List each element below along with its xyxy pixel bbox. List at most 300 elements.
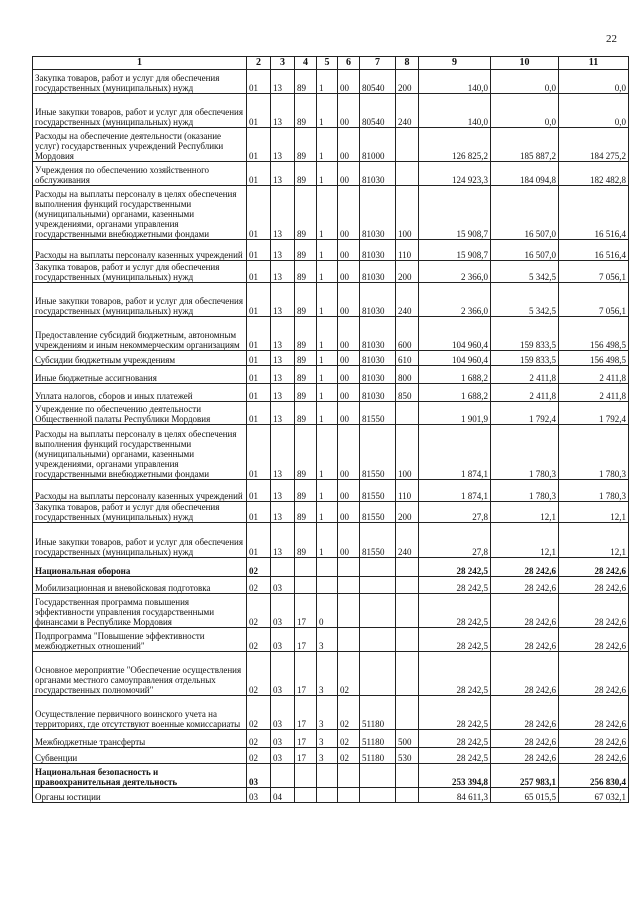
code-cell: 00	[338, 523, 360, 558]
code-cell: 81000	[360, 128, 396, 162]
header-cell: 8	[396, 57, 419, 70]
amount-cell: 28 242,6	[491, 748, 559, 764]
amount-cell: 159 833,5	[491, 317, 559, 351]
amount-cell: 0,0	[559, 94, 629, 128]
code-cell: 03	[271, 577, 295, 594]
code-cell: 1	[317, 283, 338, 317]
code-cell: 13	[271, 317, 295, 351]
amount-cell: 28 242,6	[491, 628, 559, 652]
table-row	[33, 94, 629, 128]
code-cell: 81550	[360, 523, 396, 558]
row-name-cell: Иные закупки товаров, работ и услуг для обеспечения государственных (муниципальных) нужд	[33, 283, 247, 317]
code-cell: 02	[338, 652, 360, 696]
table-row	[33, 261, 629, 283]
row-name-cell: Иные закупки товаров, работ и услуг для обеспечения государственных (муниципальных) нужд	[33, 523, 247, 558]
code-cell: 00	[338, 480, 360, 502]
code-cell: 81550	[360, 402, 396, 425]
code-cell: 1	[317, 128, 338, 162]
row-name-cell: Государственная программа повышения эффективности управления государственными финансами в Республике Мордовия	[33, 594, 247, 628]
code-cell: 81550	[360, 502, 396, 523]
table-row	[33, 402, 629, 425]
amount-cell: 15 908,7	[419, 186, 491, 240]
code-cell	[317, 764, 338, 788]
row-name-cell: Иные закупки товаров, работ и услуг для обеспечения государственных (муниципальных) нужд	[33, 94, 247, 128]
amount-cell: 28 242,5	[419, 730, 491, 748]
code-cell: 89	[295, 502, 317, 523]
code-cell: 01	[247, 384, 271, 402]
amount-cell: 65 015,5	[491, 788, 559, 803]
amount-cell: 16 507,0	[491, 186, 559, 240]
code-cell: 530	[396, 748, 419, 764]
code-cell: 610	[396, 351, 419, 366]
row-name-cell: Органы юстиции	[33, 788, 247, 803]
amount-cell: 27,8	[419, 523, 491, 558]
code-cell: 03	[271, 652, 295, 696]
table-row	[33, 788, 629, 803]
table-row	[33, 186, 629, 240]
amount-cell: 28 242,5	[419, 696, 491, 730]
amount-cell: 28 242,5	[419, 577, 491, 594]
amount-cell: 1 780,3	[491, 480, 559, 502]
code-cell: 13	[271, 366, 295, 384]
amount-cell: 28 242,6	[491, 594, 559, 628]
code-cell: 1	[317, 502, 338, 523]
row-name-cell: Учреждения по обеспечению хозяйственного обслуживания	[33, 162, 247, 186]
amount-cell: 2 411,8	[559, 366, 629, 384]
code-cell: 200	[396, 261, 419, 283]
code-cell: 1	[317, 94, 338, 128]
amount-cell: 182 482,8	[559, 162, 629, 186]
code-cell: 51180	[360, 748, 396, 764]
code-cell: 03	[271, 748, 295, 764]
header-cell: 5	[317, 57, 338, 70]
code-cell: 1	[317, 261, 338, 283]
amount-cell: 156 498,5	[559, 317, 629, 351]
amount-cell: 28 242,6	[491, 696, 559, 730]
code-cell	[317, 577, 338, 594]
amount-cell: 28 242,6	[559, 577, 629, 594]
code-cell: 89	[295, 402, 317, 425]
code-cell: 01	[247, 70, 271, 94]
code-cell	[396, 162, 419, 186]
amount-cell: 257 983,1	[491, 764, 559, 788]
code-cell: 13	[271, 162, 295, 186]
amount-cell: 104 960,4	[419, 317, 491, 351]
code-cell: 600	[396, 317, 419, 351]
code-cell: 89	[295, 523, 317, 558]
code-cell	[360, 788, 396, 803]
code-cell: 89	[295, 384, 317, 402]
code-cell: 89	[295, 162, 317, 186]
amount-cell: 12,1	[559, 502, 629, 523]
code-cell: 17	[295, 730, 317, 748]
row-name-cell: Основное мероприятие "Обеспечение осуществления органами местного самоуправления отдельных государственных полномочий"	[33, 652, 247, 696]
code-cell: 89	[295, 261, 317, 283]
amount-cell: 1 780,3	[559, 480, 629, 502]
code-cell: 81030	[360, 240, 396, 261]
code-cell: 3	[317, 730, 338, 748]
code-cell: 81030	[360, 261, 396, 283]
code-cell: 01	[247, 523, 271, 558]
amount-cell: 16 507,0	[491, 240, 559, 261]
code-cell: 01	[247, 240, 271, 261]
code-cell: 1	[317, 402, 338, 425]
code-cell: 13	[271, 94, 295, 128]
code-cell: 01	[247, 186, 271, 240]
code-cell: 02	[247, 652, 271, 696]
code-cell: 3	[317, 628, 338, 652]
row-name-cell: Национальная оборона	[33, 558, 247, 577]
code-cell: 1	[317, 240, 338, 261]
amount-cell: 28 242,6	[491, 730, 559, 748]
table-row	[33, 480, 629, 502]
row-name-cell: Расходы на выплаты персоналу в целях обеспечения выполнения функций государственными (муниципальными) органами, казенными учреждениями, органами управления государственными внебюджетными фондами	[33, 186, 247, 240]
budget-table	[32, 56, 629, 803]
amount-cell: 28 242,6	[491, 558, 559, 577]
code-cell: 02	[247, 594, 271, 628]
table-row	[33, 594, 629, 628]
code-cell: 200	[396, 70, 419, 94]
row-name-cell: Закупка товаров, работ и услуг для обеспечения государственных (муниципальных) нужд	[33, 261, 247, 283]
row-name-cell: Иные бюджетные ассигнования	[33, 366, 247, 384]
amount-cell: 1 792,4	[491, 402, 559, 425]
code-cell: 03	[247, 788, 271, 803]
code-cell: 00	[338, 283, 360, 317]
amount-cell: 12,1	[559, 523, 629, 558]
code-cell: 81030	[360, 283, 396, 317]
amount-cell: 2 411,8	[491, 384, 559, 402]
code-cell	[360, 764, 396, 788]
code-cell: 1	[317, 351, 338, 366]
code-cell: 00	[338, 402, 360, 425]
table-row	[33, 628, 629, 652]
row-name-cell: Уплата налогов, сборов и иных платежей	[33, 384, 247, 402]
code-cell	[396, 788, 419, 803]
code-cell: 110	[396, 240, 419, 261]
code-cell: 01	[247, 366, 271, 384]
code-cell	[338, 577, 360, 594]
code-cell: 81030	[360, 186, 396, 240]
amount-cell: 28 242,5	[419, 652, 491, 696]
code-cell: 110	[396, 480, 419, 502]
code-cell	[338, 558, 360, 577]
code-cell: 200	[396, 502, 419, 523]
table-row	[33, 748, 629, 764]
code-cell: 00	[338, 425, 360, 480]
code-cell: 89	[295, 128, 317, 162]
code-cell: 13	[271, 70, 295, 94]
code-cell: 240	[396, 94, 419, 128]
amount-cell: 1 792,4	[559, 402, 629, 425]
amount-cell: 27,8	[419, 502, 491, 523]
amount-cell: 1 688,2	[419, 384, 491, 402]
row-name-cell: Субсидии бюджетным учреждениям	[33, 351, 247, 366]
row-name-cell: Учреждение по обеспечению деятельности Общественной палаты Республики Мордовия	[33, 402, 247, 425]
table-row	[33, 730, 629, 748]
code-cell: 13	[271, 480, 295, 502]
code-cell: 00	[338, 317, 360, 351]
code-cell	[295, 558, 317, 577]
code-cell: 13	[271, 240, 295, 261]
amount-cell: 1 874,1	[419, 425, 491, 480]
code-cell: 1	[317, 523, 338, 558]
code-cell: 17	[295, 594, 317, 628]
table-row	[33, 366, 629, 384]
code-cell	[338, 788, 360, 803]
code-cell: 1	[317, 70, 338, 94]
amount-cell: 7 056,1	[559, 261, 629, 283]
amount-cell: 104 960,4	[419, 351, 491, 366]
code-cell	[396, 696, 419, 730]
amount-cell: 0,0	[559, 70, 629, 94]
code-cell: 03	[271, 696, 295, 730]
code-cell: 02	[247, 628, 271, 652]
table-row	[33, 577, 629, 594]
code-cell: 03	[271, 594, 295, 628]
table-row	[33, 317, 629, 351]
amount-cell: 0,0	[491, 94, 559, 128]
header-cell: 3	[271, 57, 295, 70]
code-cell	[396, 558, 419, 577]
amount-cell: 16 516,4	[559, 186, 629, 240]
code-cell: 89	[295, 283, 317, 317]
code-cell: 02	[247, 696, 271, 730]
amount-cell: 28 242,5	[419, 748, 491, 764]
code-cell: 00	[338, 261, 360, 283]
code-cell	[317, 788, 338, 803]
table-row	[33, 384, 629, 402]
code-cell: 17	[295, 652, 317, 696]
code-cell: 13	[271, 186, 295, 240]
row-name-cell: Осуществление первичного воинского учета на территориях, где отсутствуют военные комиссариаты	[33, 696, 247, 730]
table-row	[33, 523, 629, 558]
table-body	[33, 70, 629, 803]
code-cell: 800	[396, 366, 419, 384]
amount-cell: 28 242,6	[559, 696, 629, 730]
table-row	[33, 240, 629, 261]
code-cell: 13	[271, 261, 295, 283]
row-name-cell: Мобилизационная и вневойсковая подготовка	[33, 577, 247, 594]
amount-cell: 0,0	[491, 70, 559, 94]
row-name-cell: Межбюджетные трансферты	[33, 730, 247, 748]
amount-cell: 7 056,1	[559, 283, 629, 317]
table-row	[33, 283, 629, 317]
amount-cell: 253 394,8	[419, 764, 491, 788]
amount-cell: 140,0	[419, 94, 491, 128]
amount-cell: 28 242,6	[559, 748, 629, 764]
code-cell: 01	[247, 480, 271, 502]
table-row	[33, 425, 629, 480]
code-cell: 3	[317, 652, 338, 696]
code-cell	[396, 764, 419, 788]
code-cell: 03	[271, 628, 295, 652]
amount-cell: 28 242,6	[559, 628, 629, 652]
code-cell	[360, 628, 396, 652]
amount-cell: 126 825,2	[419, 128, 491, 162]
row-name-cell: Субвенции	[33, 748, 247, 764]
code-cell	[396, 577, 419, 594]
amount-cell: 1 901,9	[419, 402, 491, 425]
code-cell	[338, 594, 360, 628]
code-cell: 500	[396, 730, 419, 748]
code-cell: 89	[295, 94, 317, 128]
amount-cell: 28 242,6	[559, 558, 629, 577]
code-cell: 17	[295, 748, 317, 764]
table-row	[33, 351, 629, 366]
code-cell: 04	[271, 788, 295, 803]
code-cell: 89	[295, 480, 317, 502]
amount-cell: 67 032,1	[559, 788, 629, 803]
amount-cell: 1 874,1	[419, 480, 491, 502]
code-cell: 00	[338, 384, 360, 402]
code-cell: 51180	[360, 696, 396, 730]
code-cell	[360, 652, 396, 696]
code-cell: 240	[396, 283, 419, 317]
code-cell: 01	[247, 502, 271, 523]
header-cell: 9	[419, 57, 491, 70]
code-cell: 00	[338, 94, 360, 128]
amount-cell: 12,1	[491, 523, 559, 558]
code-cell: 13	[271, 384, 295, 402]
code-cell: 01	[247, 351, 271, 366]
amount-cell: 156 498,5	[559, 351, 629, 366]
code-cell: 13	[271, 402, 295, 425]
code-cell: 01	[247, 425, 271, 480]
amount-cell: 5 342,5	[491, 283, 559, 317]
code-cell: 89	[295, 317, 317, 351]
amount-cell: 185 887,2	[491, 128, 559, 162]
code-cell: 89	[295, 425, 317, 480]
code-cell: 1	[317, 162, 338, 186]
amount-cell: 28 242,6	[559, 652, 629, 696]
code-cell: 81030	[360, 384, 396, 402]
code-cell: 00	[338, 351, 360, 366]
code-cell: 02	[338, 696, 360, 730]
code-cell: 89	[295, 186, 317, 240]
code-cell: 89	[295, 351, 317, 366]
code-cell: 03	[247, 764, 271, 788]
code-cell: 1	[317, 480, 338, 502]
row-name-cell: Расходы на выплаты персоналу казенных учреждений	[33, 240, 247, 261]
code-cell	[396, 594, 419, 628]
code-cell: 1	[317, 425, 338, 480]
code-cell	[271, 558, 295, 577]
row-name-cell: Расходы на обеспечение деятельности (оказание услуг) государственных учреждений Республики Мордовия	[33, 128, 247, 162]
header-cell: 1	[33, 57, 247, 70]
amount-cell: 28 242,6	[491, 577, 559, 594]
code-cell	[317, 558, 338, 577]
code-cell: 17	[295, 628, 317, 652]
amount-cell: 28 242,5	[419, 628, 491, 652]
row-name-cell: Национальная безопасность и правоохранительная деятельность	[33, 764, 247, 788]
code-cell	[338, 764, 360, 788]
amount-cell: 2 366,0	[419, 283, 491, 317]
code-cell: 80540	[360, 70, 396, 94]
code-cell	[338, 628, 360, 652]
header-cell: 10	[491, 57, 559, 70]
table-row	[33, 162, 629, 186]
code-cell: 01	[247, 261, 271, 283]
code-cell: 1	[317, 384, 338, 402]
amount-cell: 84 611,3	[419, 788, 491, 803]
code-cell: 3	[317, 696, 338, 730]
code-cell: 02	[247, 730, 271, 748]
amount-cell: 2 411,8	[491, 366, 559, 384]
amount-cell: 28 242,6	[559, 594, 629, 628]
header-cell: 2	[247, 57, 271, 70]
amount-cell: 12,1	[491, 502, 559, 523]
code-cell: 13	[271, 351, 295, 366]
code-cell: 02	[338, 748, 360, 764]
amount-cell: 28 242,6	[559, 730, 629, 748]
code-cell: 03	[271, 730, 295, 748]
code-cell: 0	[317, 594, 338, 628]
code-cell: 01	[247, 283, 271, 317]
code-cell: 81550	[360, 480, 396, 502]
amount-cell: 140,0	[419, 70, 491, 94]
code-cell: 02	[338, 730, 360, 748]
amount-cell: 1 780,3	[491, 425, 559, 480]
code-cell: 1	[317, 186, 338, 240]
code-cell: 1	[317, 317, 338, 351]
code-cell: 00	[338, 162, 360, 186]
amount-cell: 256 830,4	[559, 764, 629, 788]
amount-cell: 5 342,5	[491, 261, 559, 283]
code-cell	[360, 577, 396, 594]
code-cell: 00	[338, 70, 360, 94]
code-cell: 81550	[360, 425, 396, 480]
code-cell	[295, 764, 317, 788]
amount-cell: 184 275,2	[559, 128, 629, 162]
code-cell	[396, 402, 419, 425]
code-cell: 1	[317, 366, 338, 384]
header-cell: 11	[559, 57, 629, 70]
code-cell: 81030	[360, 317, 396, 351]
code-cell: 240	[396, 523, 419, 558]
code-cell: 81030	[360, 351, 396, 366]
code-cell: 81030	[360, 366, 396, 384]
code-cell: 850	[396, 384, 419, 402]
amount-cell: 159 833,5	[491, 351, 559, 366]
code-cell: 89	[295, 240, 317, 261]
code-cell: 89	[295, 366, 317, 384]
table-row	[33, 502, 629, 523]
amount-cell: 16 516,4	[559, 240, 629, 261]
table-row	[33, 70, 629, 94]
code-cell: 13	[271, 502, 295, 523]
code-cell: 100	[396, 425, 419, 480]
code-cell	[360, 594, 396, 628]
code-cell	[360, 558, 396, 577]
row-name-cell: Закупка товаров, работ и услуг для обеспечения государственных (муниципальных) нужд	[33, 70, 247, 94]
amount-cell: 28 242,5	[419, 594, 491, 628]
code-cell: 02	[247, 748, 271, 764]
amount-cell: 1 780,3	[559, 425, 629, 480]
row-name-cell: Расходы на выплаты персоналу казенных учреждений	[33, 480, 247, 502]
code-cell: 13	[271, 283, 295, 317]
code-cell: 13	[271, 523, 295, 558]
code-cell: 100	[396, 186, 419, 240]
amount-cell: 28 242,5	[419, 558, 491, 577]
code-cell: 01	[247, 162, 271, 186]
code-cell: 51180	[360, 730, 396, 748]
header-cell: 4	[295, 57, 317, 70]
amount-cell: 15 908,7	[419, 240, 491, 261]
code-cell	[396, 652, 419, 696]
code-cell: 80540	[360, 94, 396, 128]
row-name-cell: Закупка товаров, работ и услуг для обеспечения государственных (муниципальных) нужд	[33, 502, 247, 523]
code-cell: 00	[338, 240, 360, 261]
